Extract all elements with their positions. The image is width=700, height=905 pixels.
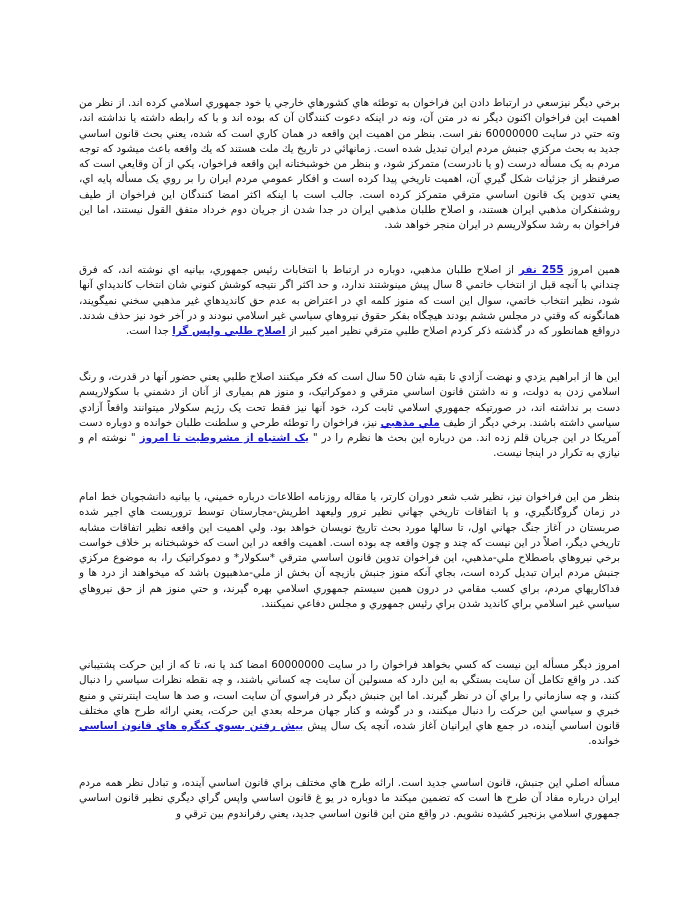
paragraph-2-text-end: جدا است. — [125, 325, 173, 338]
paragraph-1: برخي ديگر نيزسعي در ارتباط دادن اين فراخوان به توطئه هاي كشورهاي خارجي يا خود جمهوري اسلامي كرده اند. از نظر من اهميت اين فراخوان اكنون ديگر نه در متن آن، ونه در اينكه دعوت كنندگان آن كه بوده اند و با كه رابطه داشته يا نداشته اند، وته حتي در سايت 60000000 نفر است. بنظر من اهميت اين واقعه در همان كاري است كه شده، يعني بحث قانون اساسي جديد به بحث مركزي جنبش مردم ايران تبديل شده است. زمانهائي در تاريخ يك ملت هستند كه يك واقعه باعث ميشود كه توجه مردم به يک مسأله درست (و يا نادرست) متمرکز شود، و بنظر من خوشبختانه اين واقعه فراخوان، يکي از آن وقايعي است که صرفنظر از جزئيات شکل گيري آن، اهميت تاريخي پيدا کرده است و افکار عمومي مردم ايران را بر روي يک مسأله پايه اي، يعني تدوين يک قانون اساسي مترقي متمرکز کرده است. جالب است با اينکه اکثر امضا کنندگان اين فراخوان از طيف روشنفکران مذهبي ايران هستند، و اصلاح طلبان مذهبي ايران در جدا شدن از جريان دوم خرداد متفق القول نيستند، اما اين فراخوان به رشد سکولاريسم در ايران منجر خواهد شد. — [79, 97, 621, 232]
paragraph-2 — [79, 263, 620, 339]
paragraph-6: مسأله اصلي اين جنبش، قانون اساسي جديد است. ارائه طرح هاي مختلف براي قانون اساسي آينده، و تبادل نظر همه مردم ايران درباره مفاد آن طرح ها است که تضمين ميکند ما دوباره در يو غ قانون اساسي واپس گراي ديگري نظير قانون اساسي جمهوري اسلامي بزنجير کشيده نشويم. در واقع متن اين قانون اساسي جديد، يعني رفراندوم بين ترقي و — [79, 777, 620, 820]
paragraph-3 — [79, 370, 620, 462]
paragraph-2-text-start: همين امروز — [563, 264, 620, 276]
paragraph-5 — [79, 658, 620, 750]
paragraph-3-text-start: اين ها از ابراهيم يزدي و نهضت آزادي تا بقيه شان 50 سال است که فکر ميکنند اصلاح طلبي يعني حضور آنها در قدرت، و رنگ اسلامي زدن به دولت، و نه داشتن قانون اساسي مترقي و دموکراتيک، و منوز هم بميارى از آنان از دشمني با سکولاريسم دست بر نداشته اند، در صورتيکه جمهوري اسلامي ثابت کرد، خود آنها نيز فقط تحت يک رژيم سکولار ميتوانند واقعاً آزادي سياسي داشته باشند. برخي ديگر از طيف — [79, 371, 621, 429]
link-mistake-since-constitution[interactable]: يک اشتباه از مشروطيت تا امروز — [139, 432, 309, 445]
paragraph-4: بنظر من اين فراخوان نيز، نظير شب شعر دوران کارتر، يا مقاله روزنامه اطلاعات درباره خميني، يا بيانيه دانشجويان خط امام در زمان گروگانگيري، و يا اتفاقات تاريخي جهاني نظير ترور وليعهد اطريش-مجارستان توسط تروريست هاي اجير شده صربستان در آغاز جنگ جهاني اول، تا سالها مورد بحث تاريخ نويسان خواهد بود. ولي اهميت اين واقعه نظير اتفاقات مشابه تاريخي ديگر، اصلاً در اين نيست که چند و چون واقعه چه بوده است. اهميت واقعه در اين است که خوشبختانه بر خلاف خواست برخي نيروهاي باصطلاح ملي-مذهبي، اين فراخوان تدوين قانون اساسي مترقي *سکولار* و دموکراتيک را، به موضوع مرکزي جنبش مردم ايران تبديل کرده است، بجاي آنکه منوز جنبش بازيچه آن بخش از ملي-مذهبيون باشد که ميخواهند از درد ها و فداکاريهاي مردم، براي کسب مقامي در درون همين سيستم جمهوري اسلامي بهره گيرند، و حتي منوز هم از حق نيروهاي سياسي غير اسلامي براي کانديد شدن براي رئيس جمهوري و مجلس دفاعي نميکنند. — [79, 491, 620, 611]
paragraph-3-text-end: " نوشته ام و نيازي به تکرار در اينجا نيست. — [79, 432, 620, 460]
link-255-people[interactable]: 255 نفر — [518, 264, 564, 276]
link-melli-mazhabi[interactable]: ملي مذهبي — [380, 416, 440, 429]
paragraph-3-text-middle: نيز، فراخوان را توطئه طرحي و سلطنت طلبان خوانده و دوباره دست آمريکا در اين جريان قلم زده اند. من درباره اين بحث ها نظرم را در " — [79, 416, 620, 445]
link-regressive-reformism[interactable]: اصلاح طلبي واپس گرا — [172, 325, 286, 338]
paragraph-2-text-middle: از اصلاح طلبان مذهبي، دوباره در ارتباط با انتخابات رئيس جمهوري، بيانيه اي نوشته اند، که فرق چنداني با آنچه قبل از انتخاب خاتمي 8 سال پيش مينوشتند ندارد، و حد اکثر اگر نتيجه کوشش کنوني شان انتخاب کانديداي آنها شود، نظير انتخاب خاتمي، سوال اين است که منوز کلمه اي در اعتراض به عدم حق کانديدهاي غير مذهبي سخني نميگويند، همانگونه که وقتي در مجلس ششم بودند هيچگاه بفکر حقوق نيروهاي سياسي غير اسلامي نبودند و در آخر خود نيز حذف شدند. درواقع همانطور که در گذشته ذکر کردم اصلاح طلبي مترقي نظير امير کبير از — [79, 264, 620, 338]
link-constitution-congresses[interactable]: بيش رفتن بسوي کنگره هاي قانون اساسي — [79, 720, 304, 733]
paragraph-5-text-start: امروز ديگر مسأله اين نيست که کسي بخواهد فراخوان را در سايت 60000000 امضا کند يا نه، تا که از اين حرکت پشتيباني کند. در واقع تکامل آن سايت بستگي به اين دارد که مسولين آن سايت چه کساني باشند، و چه نقطه نظرات سياسي را دنبال کنند، و چه سازماني را براي آن در نظر گيرند. اما اين جنبش ديگر در فراسوي آن سايت است، و صد ها سايت اينترنتي و منبع خبري و سياسي اين حرکت را دنبال ميکنند، و در گوشه و کنار جهان مرحله بعدي اين حرکت، يعني ارائه طرح هاي مختلف قانون اساسي آينده، در جمع هاي ايرانيان آغاز شده، آنچه يک سال پيش — [79, 659, 620, 733]
paragraph-5-text-end: خوانده. — [588, 735, 620, 748]
